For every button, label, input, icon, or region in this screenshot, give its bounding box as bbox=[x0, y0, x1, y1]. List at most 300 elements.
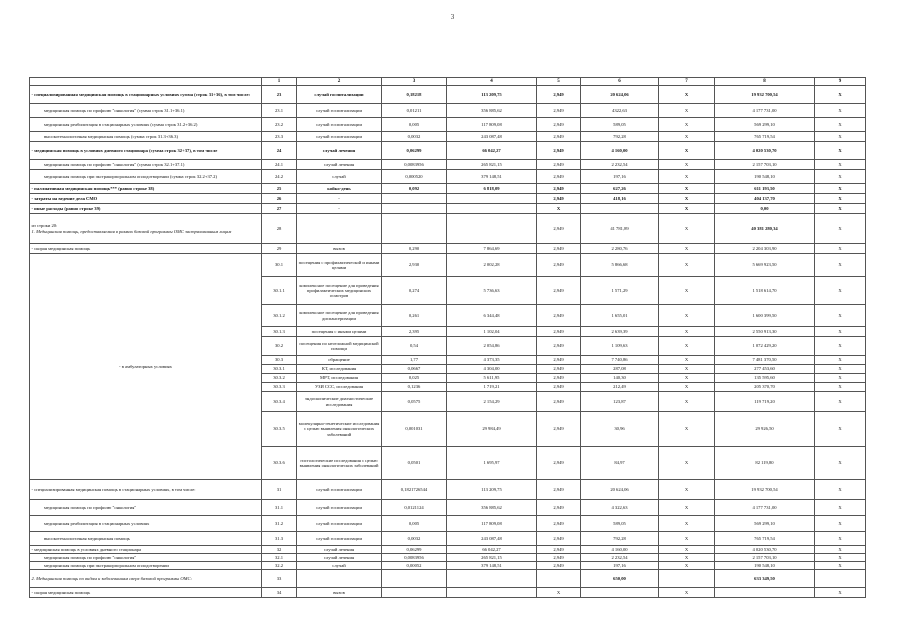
cell-c2: 30.3.5 bbox=[262, 412, 297, 447]
cell-c1: - иные расходы (равно строке 39) bbox=[30, 204, 262, 214]
cell-c3: случай лечения bbox=[297, 160, 382, 170]
cell-c2: 23.3 bbox=[262, 132, 297, 142]
cell-c8: Х bbox=[659, 532, 715, 546]
table-row bbox=[30, 142, 866, 160]
cell-c1-intro: из строки 20: bbox=[31, 223, 58, 229]
cell-c5: 6 818,09 bbox=[447, 184, 537, 194]
cell-c2: 30.3.6 bbox=[262, 447, 297, 480]
cell-c4: 0,261 bbox=[382, 305, 447, 327]
cell-c3: случай госпитализации bbox=[297, 500, 382, 516]
cell-c6: 2,949 bbox=[537, 142, 581, 160]
cell-c8: Х bbox=[659, 365, 715, 374]
cell-c5: 4 373,35 bbox=[447, 356, 537, 365]
cell-c2: 32.2 bbox=[262, 562, 297, 570]
cell-c4: 0,274 bbox=[382, 277, 447, 305]
cell-c7: 4 160,00 bbox=[581, 546, 659, 554]
cell-c10: Х bbox=[815, 337, 866, 356]
cell-c8: Х bbox=[659, 305, 715, 327]
cell-c4: 0,005 bbox=[382, 118, 447, 132]
cell-c8: Х bbox=[659, 374, 715, 383]
cell-c5 bbox=[447, 214, 537, 244]
cell-c6: 2,949 bbox=[537, 184, 581, 194]
cell-c5: 117 809,08 bbox=[447, 118, 537, 132]
cell-c8: Х bbox=[659, 500, 715, 516]
cell-c2: 30.3 bbox=[262, 356, 297, 365]
cell-c5: 113 209,75 bbox=[447, 86, 537, 104]
cell-c4: 0,0121124 bbox=[382, 500, 447, 516]
cell-c8: Х bbox=[659, 104, 715, 118]
cell-c4: 0,0501 bbox=[382, 447, 447, 480]
cell-c3: койко-день bbox=[297, 184, 382, 194]
cell-c2: 30.3.4 bbox=[262, 392, 297, 412]
cell-c5: 379 148,51 bbox=[447, 562, 537, 570]
cell-c9: 569 299,10 bbox=[715, 118, 815, 132]
cell-c7: 140,30 bbox=[581, 374, 659, 383]
cell-c2: 34 bbox=[262, 588, 297, 598]
cell-c1: медицинская помощь по профилю "онкология" bbox=[30, 500, 262, 516]
cell-c9: 4 177 731,00 bbox=[715, 104, 815, 118]
cell-c6: 2,949 bbox=[537, 554, 581, 562]
cell-c6: 2,949 bbox=[537, 356, 581, 365]
table-row bbox=[30, 554, 866, 562]
cell-c10: Х bbox=[815, 392, 866, 412]
cell-c1: 2. Медицинская помощь по видам и заболеваниям сверх базовой программы ОМС: bbox=[30, 570, 262, 588]
cell-c6: 2,949 bbox=[537, 160, 581, 170]
cell-c5 bbox=[447, 194, 537, 204]
cell-c3 bbox=[297, 570, 382, 588]
header-cell: 7 bbox=[659, 78, 715, 86]
cell-c4 bbox=[382, 194, 447, 204]
cell-c2: 23.2 bbox=[262, 118, 297, 132]
cell-c6: 2,949 bbox=[537, 392, 581, 412]
cell-c8: Х bbox=[659, 118, 715, 132]
cell-c8: Х bbox=[659, 86, 715, 104]
cell-c2: 30.2 bbox=[262, 337, 297, 356]
header-cell: 1 bbox=[262, 78, 297, 86]
cell-c10: Х bbox=[815, 532, 866, 546]
cell-c10: Х bbox=[815, 86, 866, 104]
cell-c9: 633 349,50 bbox=[715, 570, 815, 588]
cell-c10: Х bbox=[815, 184, 866, 194]
cell-c7: 2 639,39 bbox=[581, 327, 659, 337]
cell-c7: 2 280,76 bbox=[581, 244, 659, 254]
cell-c7: 792,28 bbox=[581, 132, 659, 142]
cell-c3: обращение bbox=[297, 356, 382, 365]
header-cell: 5 bbox=[537, 78, 581, 86]
table-row bbox=[30, 254, 866, 277]
cell-c1: медицинская реабилитация в стационарных условиях bbox=[30, 516, 262, 532]
cell-c2: 29 bbox=[262, 244, 297, 254]
cell-c10: Х bbox=[815, 356, 866, 365]
cell-c8: Х bbox=[659, 244, 715, 254]
cell-c9: 119 719,20 bbox=[715, 392, 815, 412]
cell-c6: 2,949 bbox=[537, 194, 581, 204]
cell-c2: 28 bbox=[262, 214, 297, 244]
cell-c9: 2 204 303,90 bbox=[715, 244, 815, 254]
cell-c3: МРТ, исследования bbox=[297, 374, 382, 383]
cell-c6: 2,949 bbox=[537, 104, 581, 118]
cell-c3: посещения с профилактической и иными целями bbox=[297, 254, 382, 277]
cell-c5 bbox=[447, 570, 537, 588]
header-cell: 6 bbox=[581, 78, 659, 86]
cell-c2: 30.1.1 bbox=[262, 277, 297, 305]
cell-c5 bbox=[447, 588, 537, 598]
cell-c9: 1 072 429,20 bbox=[715, 337, 815, 356]
cell-c2: 31.1 bbox=[262, 500, 297, 516]
cell-c10: Х bbox=[815, 305, 866, 327]
cell-c10: Х bbox=[815, 365, 866, 374]
cell-c4 bbox=[382, 204, 447, 214]
cell-c10: Х bbox=[815, 412, 866, 447]
cell-c7: 197,16 bbox=[581, 562, 659, 570]
cell-c7: 5 866,68 bbox=[581, 254, 659, 277]
cell-c2: 33 bbox=[262, 570, 297, 588]
cell-c5: 113 209,75 bbox=[447, 480, 537, 500]
cell-c6: 2,949 bbox=[537, 480, 581, 500]
cell-c3: случай bbox=[297, 562, 382, 570]
cell-c3: посещения с иными целями bbox=[297, 327, 382, 337]
cell-c8: Х bbox=[659, 327, 715, 337]
cell-c2: 30.3.3 bbox=[262, 383, 297, 392]
cell-c3: вызов bbox=[297, 588, 382, 598]
cell-c7: 20 624,06 bbox=[581, 480, 659, 500]
table-row bbox=[30, 184, 866, 194]
cell-c2: 32.1 bbox=[262, 554, 297, 562]
cell-c8: Х bbox=[659, 447, 715, 480]
page-number: 3 bbox=[450, 13, 455, 21]
cell-c2: 26 bbox=[262, 194, 297, 204]
cell-c5: 265 821,15 bbox=[447, 160, 537, 170]
cell-c10: Х bbox=[815, 554, 866, 562]
table-row bbox=[30, 532, 866, 546]
cell-c5: 265 821,15 bbox=[447, 554, 537, 562]
cell-c4: 2,395 bbox=[382, 327, 447, 337]
cell-c10 bbox=[815, 570, 866, 588]
cell-c7: 792,28 bbox=[581, 532, 659, 546]
cell-c7: 4322,63 bbox=[581, 104, 659, 118]
cell-c8: Х bbox=[659, 562, 715, 570]
cell-c3: КТ, исследования bbox=[297, 365, 382, 374]
cell-c2: 23 bbox=[262, 86, 297, 104]
cell-c8: Х bbox=[659, 337, 715, 356]
cell-c6: 2,949 bbox=[537, 86, 581, 104]
cell-c10: Х bbox=[815, 516, 866, 532]
header-cell: 4 bbox=[447, 78, 537, 86]
cell-c1: медицинская помощь по профилю "онкология" bbox=[30, 554, 262, 562]
cell-c8: Х bbox=[659, 254, 715, 277]
cell-c6: 2,949 bbox=[537, 447, 581, 480]
cell-c4: 0,001031 bbox=[382, 412, 447, 447]
cell-c2: 23.1 bbox=[262, 104, 297, 118]
cell-c3: - bbox=[297, 204, 382, 214]
cell-c3: молекулярно-генетические исследования с целью выявления онкологических заболеваний bbox=[297, 412, 382, 447]
cell-c2: 27 bbox=[262, 204, 297, 214]
cell-c8: Х bbox=[659, 142, 715, 160]
cell-c1: - скорая медицинская помощь bbox=[30, 588, 262, 598]
cell-c4: 0,290 bbox=[382, 244, 447, 254]
cell-c5: 117 809,08 bbox=[447, 516, 537, 532]
cell-c4: 0,000520 bbox=[382, 170, 447, 184]
cell-c6: 2,949 bbox=[537, 277, 581, 305]
cell-c4: 0,01211 bbox=[382, 104, 447, 118]
cell-c8: Х bbox=[659, 516, 715, 532]
budget-table bbox=[29, 77, 866, 598]
table-row bbox=[30, 570, 866, 588]
cell-c1: - скорая медицинская помощь bbox=[30, 244, 262, 254]
table-row bbox=[30, 194, 866, 204]
cell-c4: 0,1821726544 bbox=[382, 480, 447, 500]
cell-c6: 2,949 bbox=[537, 374, 581, 383]
cell-c7: 1 655,01 bbox=[581, 305, 659, 327]
ambulatory-label: - в амбулаторных условиях bbox=[30, 254, 262, 480]
cell-c2: 30.3.1 bbox=[262, 365, 297, 374]
cell-c9: 4 177 731,00 bbox=[715, 500, 815, 516]
cell-c1: - затраты на ведение дела СМО bbox=[30, 194, 262, 204]
cell-c9: 19 932 700,54 bbox=[715, 480, 815, 500]
cell-c9: 1 600 399,50 bbox=[715, 305, 815, 327]
cell-c8: Х bbox=[659, 412, 715, 447]
cell-c3: случай госпитализации bbox=[297, 480, 382, 500]
cell-c9: 765 719,54 bbox=[715, 132, 815, 142]
cell-c7: 650,00 bbox=[581, 570, 659, 588]
cell-c7: 4 160,00 bbox=[581, 142, 659, 160]
cell-c5: 243 087,48 bbox=[447, 532, 537, 546]
cell-c3: - bbox=[297, 194, 382, 204]
cell-c6: 2,949 bbox=[537, 532, 581, 546]
table-row bbox=[30, 132, 866, 142]
cell-c9: 82 119,80 bbox=[715, 447, 815, 480]
cell-c7: 2 232,54 bbox=[581, 554, 659, 562]
cell-c9: 29 926,50 bbox=[715, 412, 815, 447]
cell-c4: 0,005 bbox=[382, 516, 447, 532]
table-row bbox=[30, 118, 866, 132]
cell-c5: 1 695,97 bbox=[447, 447, 537, 480]
cell-c10: Х bbox=[815, 546, 866, 554]
cell-c7: 287,08 bbox=[581, 365, 659, 374]
cell-c8: Х bbox=[659, 214, 715, 244]
cell-c9: 190 548,10 bbox=[715, 562, 815, 570]
cell-c9 bbox=[715, 588, 815, 598]
cell-c10: Х bbox=[815, 214, 866, 244]
cell-c10: Х bbox=[815, 480, 866, 500]
cell-c4: 0,00052 bbox=[382, 562, 447, 570]
cell-c6: 2,949 bbox=[537, 118, 581, 132]
table-row bbox=[30, 214, 866, 244]
cell-c10: Х bbox=[815, 500, 866, 516]
cell-c2: 31.2 bbox=[262, 516, 297, 532]
cell-c5: 5 611,95 bbox=[447, 374, 537, 383]
cell-c9: 19 932 700,54 bbox=[715, 86, 815, 104]
table-row bbox=[30, 500, 866, 516]
cell-c9: 277 453,60 bbox=[715, 365, 815, 374]
cell-c7: 41 781,89 bbox=[581, 214, 659, 244]
cell-c10: Х bbox=[815, 588, 866, 598]
cell-c1 bbox=[30, 214, 262, 244]
table-row bbox=[30, 480, 866, 500]
cell-c5: 243 087,48 bbox=[447, 132, 537, 142]
cell-c4: 1,77 bbox=[382, 356, 447, 365]
cell-c9: 4 020 530,70 bbox=[715, 546, 815, 554]
cell-c6: 2,949 bbox=[537, 254, 581, 277]
cell-c4: 0,0575 bbox=[382, 392, 447, 412]
cell-c2: 30.1 bbox=[262, 254, 297, 277]
cell-c1: высокотехнологичная медицинская помощь (сумма строк 31.3+36.3) bbox=[30, 132, 262, 142]
cell-c1: - медицинская помощь в условиях дневного стационара (сумма строк 32+37), в том числе bbox=[30, 142, 262, 160]
cell-c3: случай лечения bbox=[297, 554, 382, 562]
cell-c6: 2,949 bbox=[537, 337, 581, 356]
cell-c7: 123,87 bbox=[581, 392, 659, 412]
cell-c10: Х bbox=[815, 170, 866, 184]
cell-c4: 0,025 bbox=[382, 374, 447, 383]
cell-c8: Х bbox=[659, 546, 715, 554]
cell-c8: Х bbox=[659, 204, 715, 214]
cell-c10: Х bbox=[815, 374, 866, 383]
cell-c3: комплексное посещение для проведения диспансеризации bbox=[297, 305, 382, 327]
cell-c6 bbox=[537, 570, 581, 588]
cell-c7: 84,97 bbox=[581, 447, 659, 480]
cell-c6: 2,949 bbox=[537, 516, 581, 532]
cell-c8: Х bbox=[659, 392, 715, 412]
header-cell: 2 bbox=[297, 78, 382, 86]
cell-c6: 2,949 bbox=[537, 562, 581, 570]
cell-c4: 0,0083956 bbox=[382, 554, 447, 562]
cell-c4: 0,54 bbox=[382, 337, 447, 356]
cell-c5: 6 344,48 bbox=[447, 305, 537, 327]
cell-c7: 589,05 bbox=[581, 516, 659, 532]
cell-c2: 31 bbox=[262, 480, 297, 500]
cell-c6: 2,949 bbox=[537, 132, 581, 142]
cell-c5: 2 154,29 bbox=[447, 392, 537, 412]
cell-c2: 32 bbox=[262, 546, 297, 554]
cell-c2: 31.3 bbox=[262, 532, 297, 546]
cell-c4: 2,930 bbox=[382, 254, 447, 277]
cell-c6: 2,949 bbox=[537, 214, 581, 244]
cell-c3: случай госпитализации bbox=[297, 118, 382, 132]
cell-c3: УЗИ ССС, исследования bbox=[297, 383, 382, 392]
cell-c7: 20 624,06 bbox=[581, 86, 659, 104]
cell-c2: 24.2 bbox=[262, 170, 297, 184]
cell-c10: Х bbox=[815, 204, 866, 214]
cell-c3: случай госпитализации bbox=[297, 132, 382, 142]
cell-c2: 25 bbox=[262, 184, 297, 194]
cell-c2: 30.1.3 bbox=[262, 327, 297, 337]
cell-c5: 379 148,51 bbox=[447, 170, 537, 184]
cell-c10: Х bbox=[815, 254, 866, 277]
cell-c9: 611 193,50 bbox=[715, 184, 815, 194]
cell-c9: 0,00 bbox=[715, 204, 815, 214]
header-cell: 3 bbox=[382, 78, 447, 86]
cell-c10: Х bbox=[815, 277, 866, 305]
cell-c2: 30.3.2 bbox=[262, 374, 297, 383]
cell-c10: Х bbox=[815, 383, 866, 392]
table-row bbox=[30, 588, 866, 598]
header-cell: 9 bbox=[815, 78, 866, 86]
cell-c5: 66 042,27 bbox=[447, 546, 537, 554]
cell-c7: 589,05 bbox=[581, 118, 659, 132]
cell-c9: 7 481 370,50 bbox=[715, 356, 815, 365]
cell-c9: 2 157 703,10 bbox=[715, 554, 815, 562]
cell-c8: Х bbox=[659, 194, 715, 204]
cell-c9: 4 020 530,70 bbox=[715, 142, 815, 160]
table-row bbox=[30, 546, 866, 554]
cell-c1: - специализированная медицинская помощь в стационарных условиях, в том числе: bbox=[30, 480, 262, 500]
cell-c6: 2,949 bbox=[537, 500, 581, 516]
cell-c1: медицинская помощь по профилю "онкология" (сумма строк 31.1+36.1) bbox=[30, 104, 262, 118]
cell-c3: случай госпитализации bbox=[297, 104, 382, 118]
cell-c6: Х bbox=[537, 204, 581, 214]
cell-c10: Х bbox=[815, 142, 866, 160]
cell-c8 bbox=[659, 570, 715, 588]
cell-c9: 2 550 913,30 bbox=[715, 327, 815, 337]
cell-c7: 627,26 bbox=[581, 184, 659, 194]
cell-c3: гистологические исследования с целью выявления онкологических заболеваний bbox=[297, 447, 382, 480]
cell-c5: 4 304,00 bbox=[447, 365, 537, 374]
table-row bbox=[30, 204, 866, 214]
cell-c6: Х bbox=[537, 588, 581, 598]
cell-c4: 0,0032 bbox=[382, 132, 447, 142]
cell-c9: 1 518 614,70 bbox=[715, 277, 815, 305]
cell-c6: 2,949 bbox=[537, 244, 581, 254]
header-cell: 8 bbox=[715, 78, 815, 86]
cell-c8: Х bbox=[659, 554, 715, 562]
cell-c9: 40 381 280,34 bbox=[715, 214, 815, 244]
cell-c3: случай bbox=[297, 170, 382, 184]
cell-c8: Х bbox=[659, 132, 715, 142]
cell-c4 bbox=[382, 588, 447, 598]
cell-c9: 404 137,70 bbox=[715, 194, 815, 204]
cell-c5: 5 736,63 bbox=[447, 277, 537, 305]
cell-c9: 2 157 703,10 bbox=[715, 160, 815, 170]
table-row bbox=[30, 160, 866, 170]
cell-c4 bbox=[382, 214, 447, 244]
cell-c7: 7 740,86 bbox=[581, 356, 659, 365]
cell-c7: 2 232,54 bbox=[581, 160, 659, 170]
cell-c2: 24 bbox=[262, 142, 297, 160]
cell-c10: Х bbox=[815, 118, 866, 132]
cell-c7: 4 322,63 bbox=[581, 500, 659, 516]
cell-c5: 66 042,27 bbox=[447, 142, 537, 160]
cell-c10: Х bbox=[815, 562, 866, 570]
header-row bbox=[30, 78, 866, 86]
cell-c6: 2,949 bbox=[537, 546, 581, 554]
cell-c9: 569 299,10 bbox=[715, 516, 815, 532]
cell-c10: Х bbox=[815, 447, 866, 480]
table-row bbox=[30, 104, 866, 118]
cell-c6: 2,949 bbox=[537, 170, 581, 184]
cell-c5 bbox=[447, 204, 537, 214]
table-row bbox=[30, 516, 866, 532]
cell-c10: Х bbox=[815, 132, 866, 142]
cell-c10: Х bbox=[815, 104, 866, 118]
cell-c4: 0,0667 bbox=[382, 365, 447, 374]
cell-c8: Х bbox=[659, 277, 715, 305]
cell-c2: 30.1.2 bbox=[262, 305, 297, 327]
cell-c6: 2,949 bbox=[537, 365, 581, 374]
cell-c5: 7 864,69 bbox=[447, 244, 537, 254]
cell-c3: эндоскопические диагностические исследования bbox=[297, 392, 382, 412]
cell-c6: 2,949 bbox=[537, 383, 581, 392]
cell-c3: случай лечения bbox=[297, 546, 382, 554]
cell-c5: 356 885,62 bbox=[447, 500, 537, 516]
cell-c7: 1 109,63 bbox=[581, 337, 659, 356]
cell-c3: случай госпитализации bbox=[297, 86, 382, 104]
cell-c7: 197,16 bbox=[581, 170, 659, 184]
table-row bbox=[30, 562, 866, 570]
cell-c6: 2,949 bbox=[537, 327, 581, 337]
cell-c4: 0,06299 bbox=[382, 142, 447, 160]
cell-c6: 2,949 bbox=[537, 305, 581, 327]
cell-c8: Х bbox=[659, 480, 715, 500]
